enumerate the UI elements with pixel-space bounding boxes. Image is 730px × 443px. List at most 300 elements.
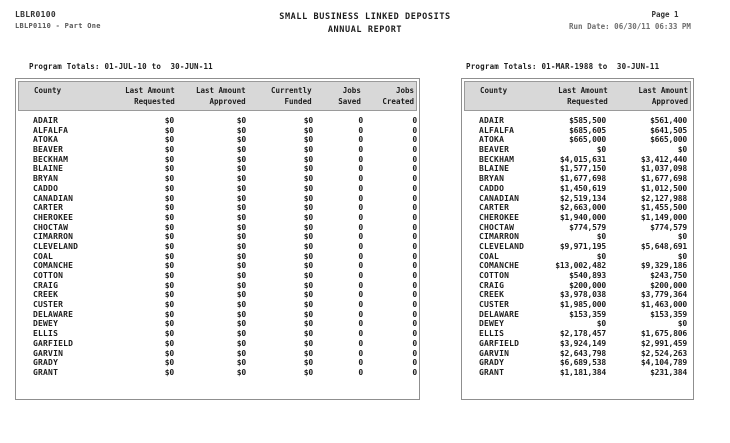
report-title-block [230, 12, 500, 35]
column-header: Last Amount Requested [558, 86, 608, 106]
county-cell: CREEK [479, 290, 505, 300]
value-cell: $1,037,098 [640, 164, 687, 174]
run-date: Run Date: 06/30/11 06:33 PM [569, 22, 691, 31]
county-cell: CHOCTAW [33, 222, 69, 232]
value-cell: 0 [412, 183, 417, 193]
value-cell: $0 [303, 135, 313, 145]
value-cell: $641,505 [650, 125, 687, 135]
value-cell: $0 [303, 261, 313, 271]
value-cell: $0 [236, 280, 246, 290]
county-cell: GARFIELD [479, 338, 520, 348]
county-cell: GARVIN [479, 348, 510, 358]
value-cell: $0 [236, 367, 246, 377]
county-cell: COTTON [33, 271, 64, 280]
value-cell: 0 [358, 251, 363, 261]
value-cell: $0 [677, 251, 687, 261]
value-cell: $0 [164, 145, 174, 155]
county-cell: BRYAN [33, 174, 59, 184]
value-cell: 0 [358, 116, 363, 125]
county-cell: CARTER [33, 203, 64, 213]
value-cell: $0 [303, 145, 313, 155]
table-row [16, 164, 419, 174]
county-cell: DELAWARE [479, 309, 520, 319]
value-cell: 0 [412, 135, 417, 145]
value-cell: $2,643,798 [559, 348, 606, 358]
value-cell: 0 [358, 135, 363, 145]
value-cell: $0 [164, 135, 174, 145]
county-cell: DEWEY [33, 319, 59, 329]
value-cell: 0 [412, 116, 417, 125]
county-cell: CIMARRON [479, 232, 520, 242]
county-cell: CRAIG [33, 280, 59, 290]
table-row [16, 184, 419, 194]
table-row [16, 145, 419, 155]
value-cell: 0 [412, 193, 417, 203]
program-totals-cumulative: Program Totals: 01-MAR-1988 to 30-JUN-11 [466, 62, 660, 71]
value-cell: $0 [236, 309, 246, 319]
value-cell: $0 [164, 241, 174, 251]
table-row [462, 223, 693, 233]
value-cell: $0 [164, 309, 174, 319]
value-cell: 0 [412, 154, 417, 164]
value-cell: 0 [358, 232, 363, 242]
value-cell: $0 [236, 271, 246, 280]
value-cell: 0 [358, 261, 363, 271]
table-row [16, 155, 419, 165]
county-cell: CADDO [479, 183, 505, 193]
value-cell: $1,181,384 [559, 367, 606, 377]
county-cell: COMANCHE [33, 261, 74, 271]
value-cell: $1,940,000 [559, 212, 606, 222]
value-cell: $3,779,364 [640, 290, 687, 300]
table-row [462, 184, 693, 194]
value-cell: $665,000 [569, 135, 606, 145]
county-cell: CHEROKEE [479, 212, 520, 222]
value-cell: $0 [303, 309, 313, 319]
column-header: County [34, 86, 62, 95]
table-row [462, 194, 693, 204]
table-row [16, 213, 419, 223]
value-cell: $0 [303, 125, 313, 135]
table-row [16, 242, 419, 252]
table-row [16, 135, 419, 145]
table-row [462, 310, 693, 320]
value-cell: $0 [236, 251, 246, 261]
value-cell: $0 [164, 232, 174, 242]
value-cell: $0 [164, 193, 174, 203]
value-cell: $0 [236, 232, 246, 242]
value-cell: 0 [358, 280, 363, 290]
value-cell: $0 [164, 319, 174, 329]
value-cell: 0 [412, 203, 417, 213]
value-cell: 0 [412, 358, 417, 368]
county-cell: COMANCHE [479, 261, 520, 271]
program-totals-current: Program Totals: 01-JUL-10 to 30-JUN-11 [29, 62, 213, 71]
value-cell: 0 [358, 212, 363, 222]
report-title: SMALL BUSINESS LINKED DEPOSITS [279, 12, 451, 22]
table-row [462, 281, 693, 291]
value-cell: $0 [303, 116, 313, 125]
table-row [462, 329, 693, 339]
county-cell: CARTER [479, 203, 510, 213]
table-body [16, 113, 419, 378]
county-cell: ATOKA [479, 135, 505, 145]
value-cell: $3,978,038 [559, 290, 606, 300]
value-cell: 0 [412, 261, 417, 271]
county-cell: GRADY [479, 358, 505, 368]
value-cell: $0 [164, 358, 174, 368]
value-cell: $0 [236, 212, 246, 222]
county-cell: ELLIS [33, 329, 59, 339]
county-cell: CHEROKEE [33, 212, 74, 222]
county-cell: DELAWARE [33, 309, 74, 319]
county-cell: ALFALFA [33, 125, 69, 135]
value-cell: $0 [677, 319, 687, 329]
value-cell: 0 [412, 319, 417, 329]
value-cell: 0 [412, 300, 417, 310]
value-cell: 0 [358, 367, 363, 377]
value-cell: $0 [164, 261, 174, 271]
table-row [16, 358, 419, 368]
value-cell: 0 [412, 232, 417, 242]
table-row [462, 116, 693, 126]
value-cell: $0 [164, 329, 174, 339]
county-cell: CLEVELAND [479, 241, 525, 251]
table-row [16, 290, 419, 300]
value-cell: $0 [236, 145, 246, 155]
table-row [462, 271, 693, 281]
value-cell: $774,579 [650, 222, 687, 232]
value-cell: $0 [236, 290, 246, 300]
table-row [16, 349, 419, 359]
value-cell: 0 [412, 145, 417, 155]
value-cell: $0 [236, 261, 246, 271]
value-cell: $1,677,698 [559, 174, 606, 184]
table-row [462, 242, 693, 252]
value-cell: $0 [303, 203, 313, 213]
value-cell: $0 [164, 154, 174, 164]
table-row [16, 281, 419, 291]
table-row [16, 223, 419, 233]
value-cell: $243,750 [650, 271, 687, 280]
county-cell: CRAIG [479, 280, 505, 290]
value-cell: 0 [358, 271, 363, 280]
current-period-table [15, 78, 420, 400]
value-cell: $0 [303, 174, 313, 184]
value-cell: $685,605 [569, 125, 606, 135]
table-row [462, 174, 693, 184]
value-cell: 0 [412, 251, 417, 261]
value-cell: $585,500 [569, 116, 606, 125]
page-number: Page 1 [651, 10, 679, 19]
table-body [462, 113, 693, 378]
value-cell: $540,893 [569, 271, 606, 280]
value-cell: $0 [164, 164, 174, 174]
value-cell: $0 [596, 251, 606, 261]
value-cell: 0 [358, 348, 363, 358]
value-cell: $2,663,000 [559, 203, 606, 213]
column-header: Jobs Created [382, 86, 415, 106]
county-cell: CHOCTAW [479, 222, 515, 232]
value-cell: $13,002,482 [555, 261, 606, 271]
county-cell: CLEVELAND [33, 241, 79, 251]
value-cell: $0 [236, 319, 246, 329]
cumulative-table [461, 78, 694, 400]
table-row [462, 290, 693, 300]
county-cell: CANADIAN [479, 193, 520, 203]
value-cell: $3,412,440 [640, 154, 687, 164]
county-cell: BRYAN [479, 174, 505, 184]
table-row [16, 116, 419, 126]
value-cell: $0 [164, 367, 174, 377]
county-cell: GARFIELD [33, 338, 74, 348]
value-cell: $774,579 [569, 222, 606, 232]
value-cell: 0 [412, 164, 417, 174]
value-cell: 0 [412, 241, 417, 251]
value-cell: 0 [358, 338, 363, 348]
value-cell: $0 [303, 348, 313, 358]
value-cell: 0 [358, 145, 363, 155]
value-cell: $0 [303, 183, 313, 193]
table-row [16, 174, 419, 184]
value-cell: 0 [358, 154, 363, 164]
report-codes [15, 10, 101, 30]
table-row [462, 252, 693, 262]
county-cell: GRANT [33, 367, 59, 377]
value-cell: 0 [358, 183, 363, 193]
value-cell: $0 [303, 329, 313, 339]
value-cell: $0 [164, 174, 174, 184]
county-cell: CIMARRON [33, 232, 74, 242]
county-cell: GRADY [33, 358, 59, 368]
table-row [16, 310, 419, 320]
current-period-panel [15, 62, 420, 400]
value-cell: $0 [164, 290, 174, 300]
value-cell: $0 [303, 212, 313, 222]
value-cell: $0 [596, 232, 606, 242]
value-cell: 0 [412, 309, 417, 319]
county-cell: COAL [33, 251, 54, 261]
table-row [462, 126, 693, 136]
table-row [16, 339, 419, 349]
column-header: Jobs Saved [338, 86, 361, 106]
value-cell: $2,127,988 [640, 193, 687, 203]
table-row [462, 213, 693, 223]
value-cell: $0 [164, 212, 174, 222]
value-cell: $0 [236, 300, 246, 310]
value-cell: $4,104,789 [640, 358, 687, 368]
column-header: Last Amount Approved [638, 86, 688, 106]
value-cell: $0 [236, 348, 246, 358]
value-cell: $153,359 [569, 309, 606, 319]
value-cell: $1,675,806 [640, 329, 687, 339]
value-cell: $0 [303, 290, 313, 300]
table-row [462, 232, 693, 242]
value-cell: 0 [358, 241, 363, 251]
value-cell: $0 [236, 241, 246, 251]
value-cell: 0 [358, 174, 363, 184]
report-subtitle: ANNUAL REPORT [327, 25, 403, 35]
value-cell: $0 [164, 183, 174, 193]
value-cell: 0 [358, 309, 363, 319]
county-cell: BEAVER [33, 145, 64, 155]
county-cell: ELLIS [479, 329, 505, 339]
value-cell: $0 [236, 164, 246, 174]
value-cell: $0 [236, 193, 246, 203]
value-cell: 0 [412, 338, 417, 348]
report-header [0, 0, 730, 56]
table-row [462, 203, 693, 213]
value-cell: $1,463,000 [640, 300, 687, 310]
value-cell: 0 [358, 319, 363, 329]
table-row [16, 271, 419, 281]
value-cell: 0 [358, 290, 363, 300]
value-cell: 0 [412, 174, 417, 184]
value-cell: 0 [358, 203, 363, 213]
value-cell: 0 [412, 125, 417, 135]
value-cell: $0 [303, 358, 313, 368]
county-cell: CUSTER [479, 300, 510, 310]
value-cell: $0 [303, 367, 313, 377]
table-row [462, 368, 693, 378]
value-cell: $0 [236, 329, 246, 339]
value-cell: $1,450,619 [559, 183, 606, 193]
value-cell: $665,000 [650, 135, 687, 145]
table-row [16, 329, 419, 339]
county-cell: COAL [479, 251, 500, 261]
value-cell: 0 [412, 290, 417, 300]
value-cell: $0 [236, 125, 246, 135]
column-header: Currently Funded [270, 86, 312, 106]
value-cell: $0 [303, 241, 313, 251]
value-cell: $0 [303, 271, 313, 280]
value-cell: $0 [236, 174, 246, 184]
value-cell: $0 [236, 183, 246, 193]
county-cell: BLAINE [33, 164, 64, 174]
value-cell: $1,985,000 [559, 300, 606, 310]
report-code: LBLR0100 [15, 10, 56, 19]
value-cell: $0 [236, 154, 246, 164]
county-cell: BECKHAM [33, 154, 69, 164]
county-cell: ATOKA [33, 135, 59, 145]
value-cell: $9,329,186 [640, 261, 687, 271]
value-cell: $4,015,631 [559, 154, 606, 164]
county-cell: GRANT [479, 367, 505, 377]
value-cell: $1,677,698 [640, 174, 687, 184]
value-cell: $0 [677, 145, 687, 155]
value-cell: $0 [164, 280, 174, 290]
value-cell: $0 [164, 222, 174, 232]
value-cell: $0 [303, 164, 313, 174]
value-cell: 0 [412, 348, 417, 358]
value-cell: 0 [358, 164, 363, 174]
value-cell: 0 [358, 329, 363, 339]
table-row [16, 261, 419, 271]
value-cell: $561,400 [650, 116, 687, 125]
value-cell: $153,359 [650, 309, 687, 319]
table-row [16, 194, 419, 204]
table-row [16, 203, 419, 213]
county-cell: CREEK [33, 290, 59, 300]
value-cell: $0 [596, 145, 606, 155]
value-cell: 0 [358, 193, 363, 203]
value-cell: $0 [164, 338, 174, 348]
table-row [462, 261, 693, 271]
county-cell: ALFALFA [479, 125, 515, 135]
county-cell: COTTON [479, 271, 510, 280]
value-cell: 0 [412, 222, 417, 232]
value-cell: $200,000 [650, 280, 687, 290]
value-cell: 0 [412, 212, 417, 222]
table-header-row [464, 81, 691, 111]
value-cell: $1,012,500 [640, 183, 687, 193]
value-cell: $1,577,150 [559, 164, 606, 174]
value-cell: 0 [412, 367, 417, 377]
table-row [16, 319, 419, 329]
value-cell: $2,178,457 [559, 329, 606, 339]
value-cell: 0 [358, 300, 363, 310]
value-cell: 0 [358, 125, 363, 135]
table-row [462, 349, 693, 359]
table-row [16, 368, 419, 378]
value-cell: $0 [236, 358, 246, 368]
table-row [462, 339, 693, 349]
value-cell: $0 [303, 193, 313, 203]
value-cell: 0 [412, 271, 417, 280]
value-cell: 0 [412, 329, 417, 339]
table-row [16, 126, 419, 136]
county-cell: CADDO [33, 183, 59, 193]
table-row [462, 358, 693, 368]
value-cell: $1,455,500 [640, 203, 687, 213]
value-cell: $0 [303, 280, 313, 290]
value-cell: $9,971,195 [559, 241, 606, 251]
value-cell: $0 [164, 251, 174, 261]
county-cell: ADAIR [479, 116, 505, 125]
value-cell: $5,648,691 [640, 241, 687, 251]
value-cell: $0 [303, 319, 313, 329]
value-cell: $0 [303, 232, 313, 242]
column-header: Last Amount Requested [125, 86, 175, 106]
value-cell: $0 [303, 251, 313, 261]
value-cell: $6,689,538 [559, 358, 606, 368]
table-row [462, 135, 693, 145]
value-cell: $0 [303, 338, 313, 348]
value-cell: $0 [164, 348, 174, 358]
table-row [16, 300, 419, 310]
county-cell: BECKHAM [479, 154, 515, 164]
value-cell: $0 [303, 154, 313, 164]
county-cell: CUSTER [33, 300, 64, 310]
cumulative-panel [461, 62, 694, 400]
value-cell: $231,384 [650, 367, 687, 377]
value-cell: $0 [236, 338, 246, 348]
column-header: Last Amount Approved [195, 86, 246, 106]
value-cell: $200,000 [569, 280, 606, 290]
value-cell: $0 [596, 319, 606, 329]
value-cell: $2,519,134 [559, 193, 606, 203]
county-cell: ADAIR [33, 116, 59, 125]
table-row [462, 155, 693, 165]
table-row [462, 300, 693, 310]
value-cell: $0 [303, 222, 313, 232]
table-row [16, 232, 419, 242]
value-cell: $2,991,459 [640, 338, 687, 348]
page-info [540, 10, 720, 31]
county-cell: GARVIN [33, 348, 64, 358]
value-cell: $0 [236, 203, 246, 213]
table-row [462, 319, 693, 329]
